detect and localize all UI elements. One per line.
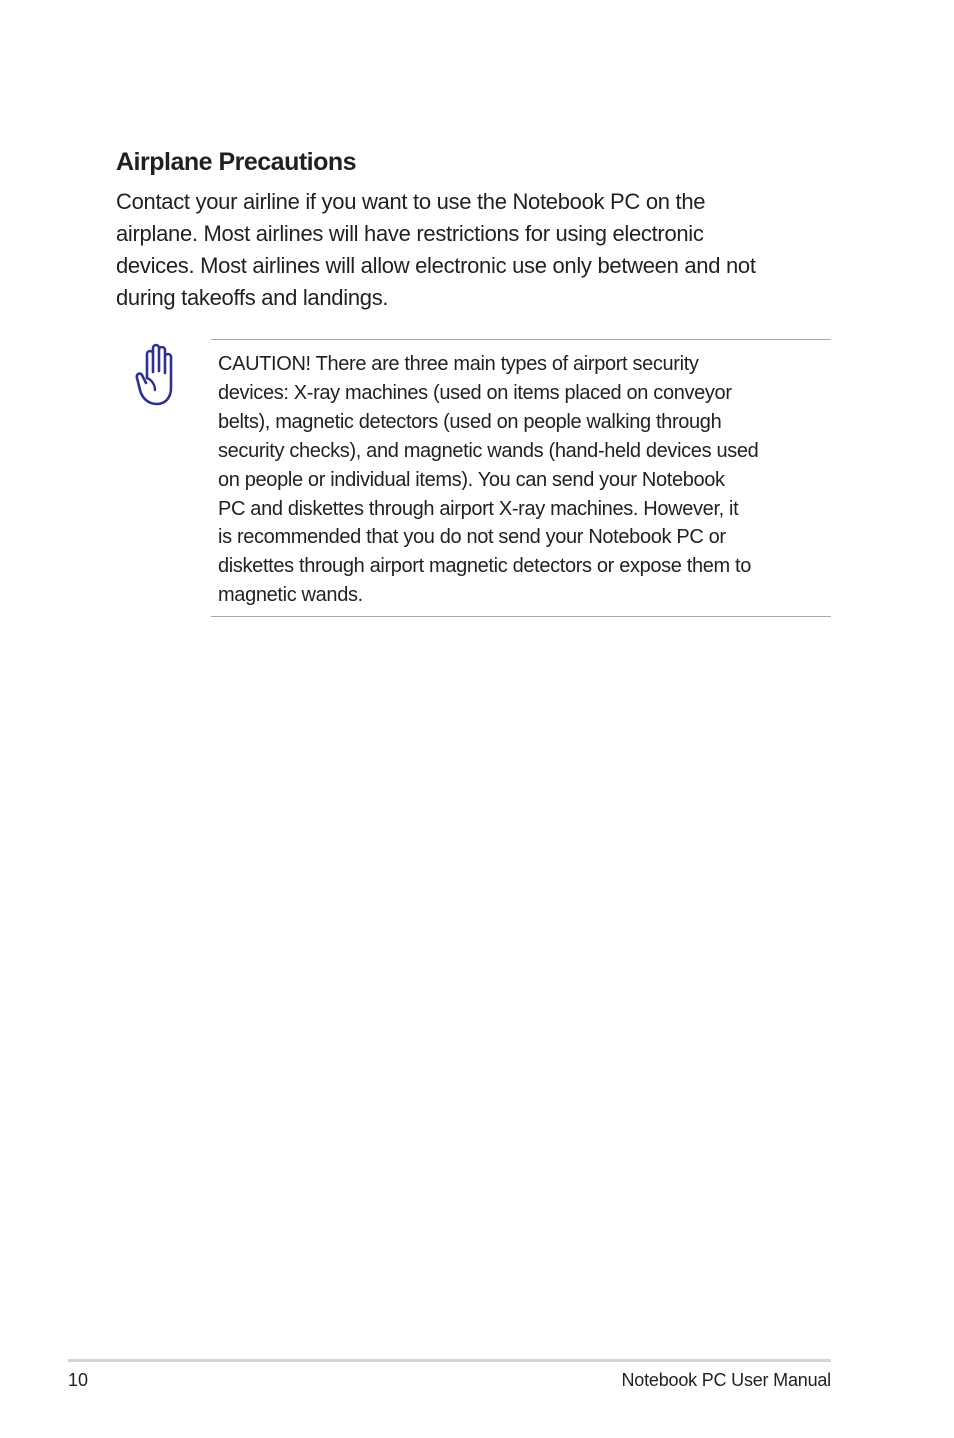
caution-top-divider xyxy=(211,339,831,340)
caution-line: diskettes through airport magnetic detectors or expose them to xyxy=(218,555,752,578)
caution-line: PC and diskettes through airport X-ray machines. However, it xyxy=(218,497,739,520)
footer-divider xyxy=(68,1359,831,1362)
caution-bottom-divider xyxy=(211,616,831,617)
caution-line: security checks), and magnetic wands (hand-held devices used xyxy=(218,439,759,462)
caution-line: on people or individual items). You can send your Notebook xyxy=(218,468,725,491)
section-heading: Airplane Precautions xyxy=(116,148,357,176)
intro-line: Contact your airline if you want to use the Notebook PC on the xyxy=(116,189,706,214)
hand-stop-icon xyxy=(134,342,182,408)
intro-line: during takeoffs and landings. xyxy=(116,285,389,310)
caution-line: CAUTION! There are three main types of airport security xyxy=(218,353,699,375)
page-number: 10 xyxy=(68,1370,89,1390)
manual-title: Notebook PC User Manual xyxy=(621,1370,831,1390)
intro-line: devices. Most airlines will allow electronic use only between and not xyxy=(116,253,756,278)
caution-line: belts), magnetic detectors (used on people walking through xyxy=(218,410,722,433)
intro-paragraph xyxy=(116,186,846,314)
intro-line: airplane. Most airlines will have restrictions for using electronic xyxy=(116,221,704,246)
caution-line: magnetic wands. xyxy=(218,584,363,607)
caution-line: devices: X-ray machines (used on items placed on conveyor xyxy=(218,381,732,404)
caution-text xyxy=(218,350,833,610)
caution-line: is recommended that you do not send your Notebook PC or xyxy=(218,526,726,549)
